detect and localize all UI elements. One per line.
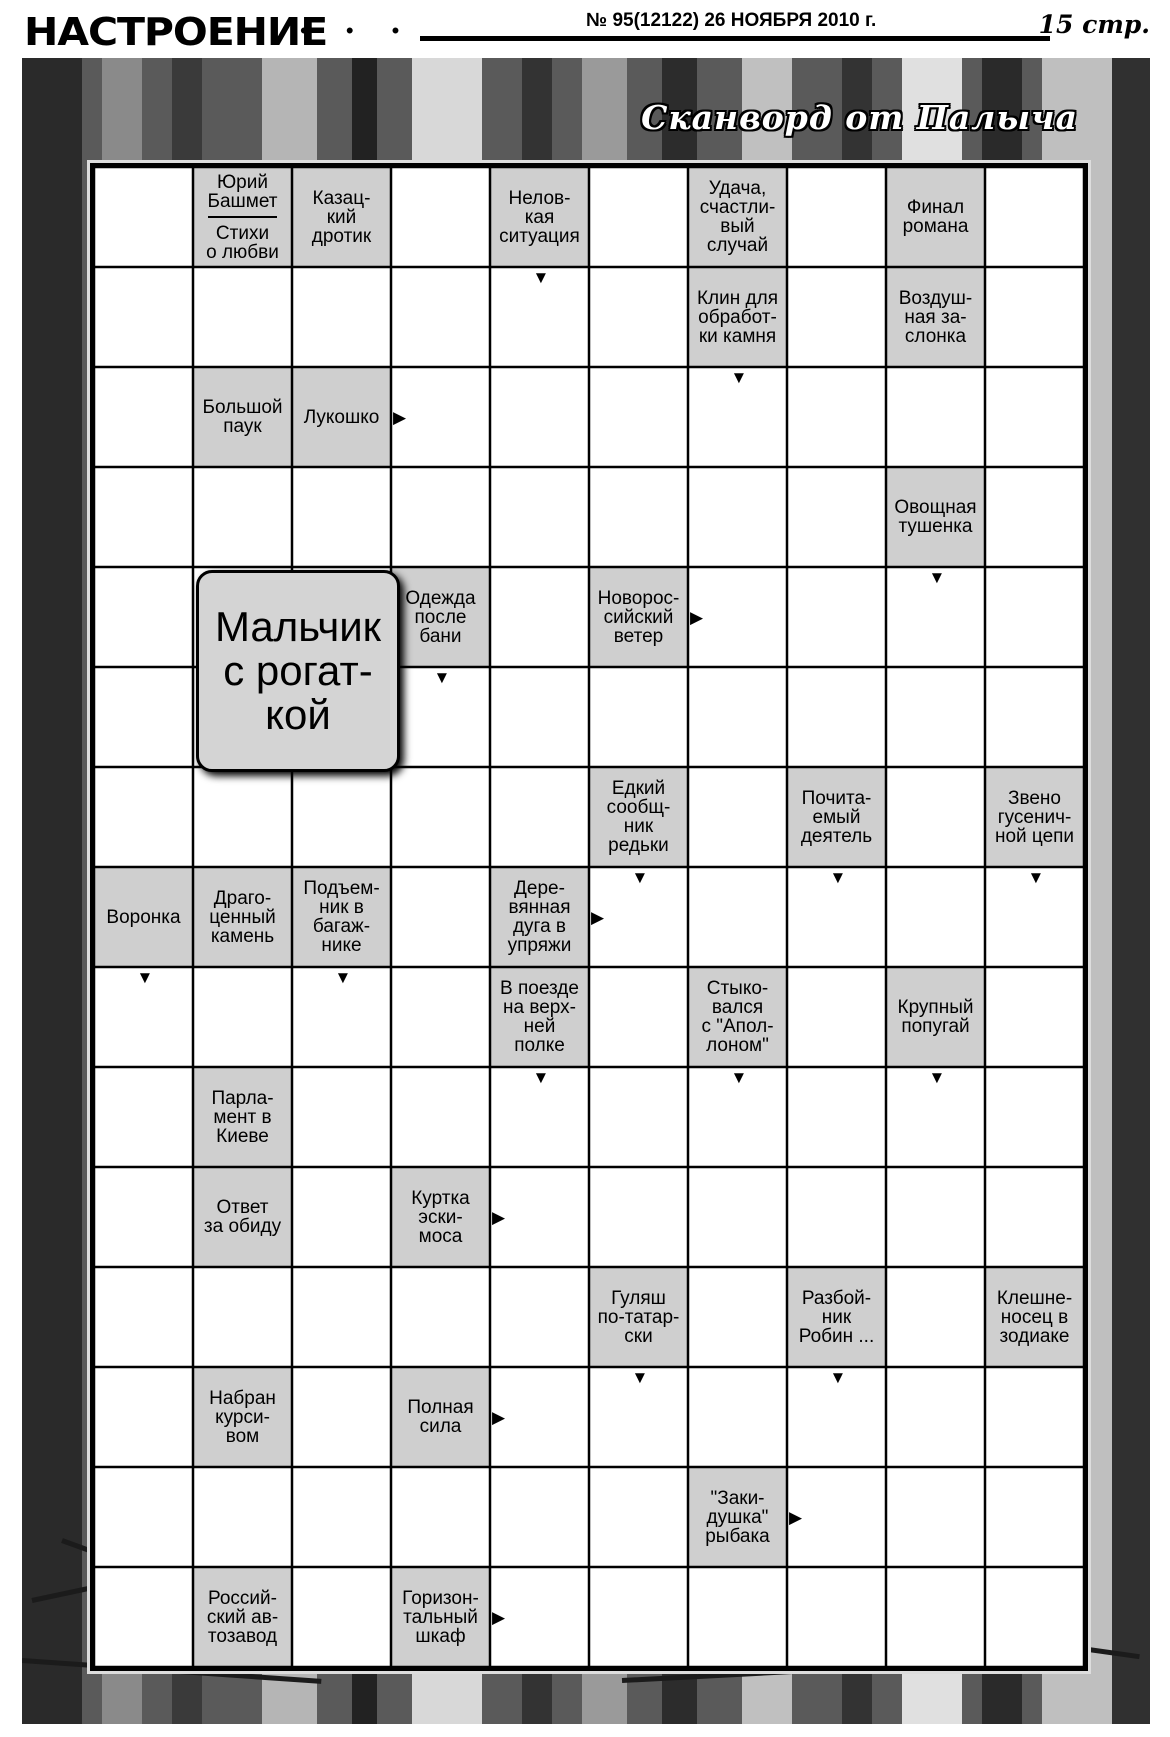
- arrow-down-icon: ▼: [928, 1068, 946, 1087]
- clue-text: Стыко- вался с "Апол- лоном": [701, 978, 774, 1056]
- arrow-down-icon: ▼: [532, 268, 550, 287]
- clue-text: Парла- мент в Киеве: [211, 1087, 274, 1147]
- clue-text: Почита- емый деятель: [800, 787, 873, 847]
- clue-text: Дере- вянная дуга в упряжи: [507, 878, 572, 956]
- clue-text: Воронка: [106, 906, 181, 928]
- clue-text: Овощная тушенка: [894, 497, 977, 537]
- clue-text: Воздуш- ная за- слонка: [898, 287, 973, 347]
- clue-text: Клешне- носец в зодиаке: [996, 1287, 1073, 1347]
- clue-text: Финал романа: [902, 197, 969, 237]
- clue-text: Россий- ский ав- тозавод: [206, 1587, 279, 1647]
- clue-text: Подъем- ник в багаж- нике: [303, 878, 380, 956]
- arrow-right-icon: ▶: [690, 608, 704, 627]
- section-title: НАСТРОЕНИЕ: [24, 10, 328, 54]
- clue-text: "Заки- душка" рыбака: [705, 1487, 770, 1547]
- arrow-right-icon: ▶: [492, 1608, 506, 1627]
- clue-text: Гуляш по-татар- ски: [597, 1287, 680, 1347]
- arrow-down-icon: ▼: [1027, 868, 1045, 887]
- clue-text: Куртка эски- моса: [411, 1187, 470, 1247]
- newspaper-header: [0, 0, 1170, 56]
- clue-text: Горизон- тальный шкаф: [402, 1587, 479, 1647]
- arrow-down-icon: ▼: [334, 968, 352, 987]
- clue-text: Стихи о любви: [206, 222, 279, 263]
- arrow-right-icon: ▶: [492, 1208, 506, 1227]
- header-rule: [420, 36, 1050, 41]
- clue-text: Лукошко: [303, 406, 380, 428]
- arrow-down-icon: ▼: [136, 968, 154, 987]
- clue-text: Юрий Башмет: [208, 167, 278, 218]
- tree-trunk: [22, 58, 82, 1724]
- tree-trunk: [1112, 58, 1150, 1724]
- clue-text: Казац- кий дротик: [311, 187, 372, 247]
- scanword-grid: [94, 167, 1084, 1667]
- clue-text: Крупный попугай: [897, 997, 974, 1037]
- page-number: 15 стр.: [1038, 10, 1150, 39]
- clue-text: Полная сила: [407, 1397, 474, 1437]
- clue-text: Разбой- ник Робин ...: [798, 1287, 875, 1347]
- arrow-down-icon: ▼: [631, 1368, 649, 1387]
- arrow-down-icon: ▼: [829, 1368, 847, 1387]
- clue-text: Клин для обработ- ки камня: [696, 287, 778, 347]
- clue-text: Новорос- сийский ветер: [597, 587, 680, 647]
- clue-text: Звено гусенич- ной цепи: [994, 787, 1075, 847]
- arrow-down-icon: ▼: [730, 1068, 748, 1087]
- clue-text: Едкий сообщ- ник редьки: [606, 778, 671, 856]
- arrow-down-icon: ▼: [928, 568, 946, 587]
- arrow-down-icon: ▼: [532, 1068, 550, 1087]
- arrow-right-icon: ▶: [789, 1508, 803, 1527]
- theme-text: Мальчик с рогат- кой: [214, 602, 382, 739]
- arrow-down-icon: ▼: [631, 868, 649, 887]
- arrow-down-icon: ▼: [433, 668, 451, 687]
- clue-text: Ответ за обиду: [203, 1197, 282, 1237]
- scanword-title: Сканворд от Палыча: [641, 98, 1078, 137]
- clue-text: Одежда после бани: [405, 587, 476, 647]
- clue-text: Большой паук: [202, 397, 283, 437]
- theme-panel: [196, 570, 400, 772]
- arrow-right-icon: ▶: [393, 408, 407, 427]
- clue-text: В поезде на верх- ней полке: [500, 978, 579, 1056]
- issue-info: № 95(12122) 26 НОЯБРЯ 2010 г.: [576, 10, 886, 32]
- clue-text: Драго- ценный камень: [209, 887, 276, 947]
- section-dots: • • •: [300, 18, 416, 43]
- clue-text: Набран курси- вом: [209, 1387, 276, 1447]
- arrow-down-icon: ▼: [730, 368, 748, 387]
- arrow-right-icon: ▶: [591, 908, 605, 927]
- clue-text: Удача, счастли- вый случай: [699, 178, 776, 256]
- arrow-right-icon: ▶: [492, 1408, 506, 1427]
- clue-text: Нелов- кая ситуация: [499, 187, 580, 247]
- grid-lines: [94, 167, 1084, 1667]
- arrow-down-icon: ▼: [829, 868, 847, 887]
